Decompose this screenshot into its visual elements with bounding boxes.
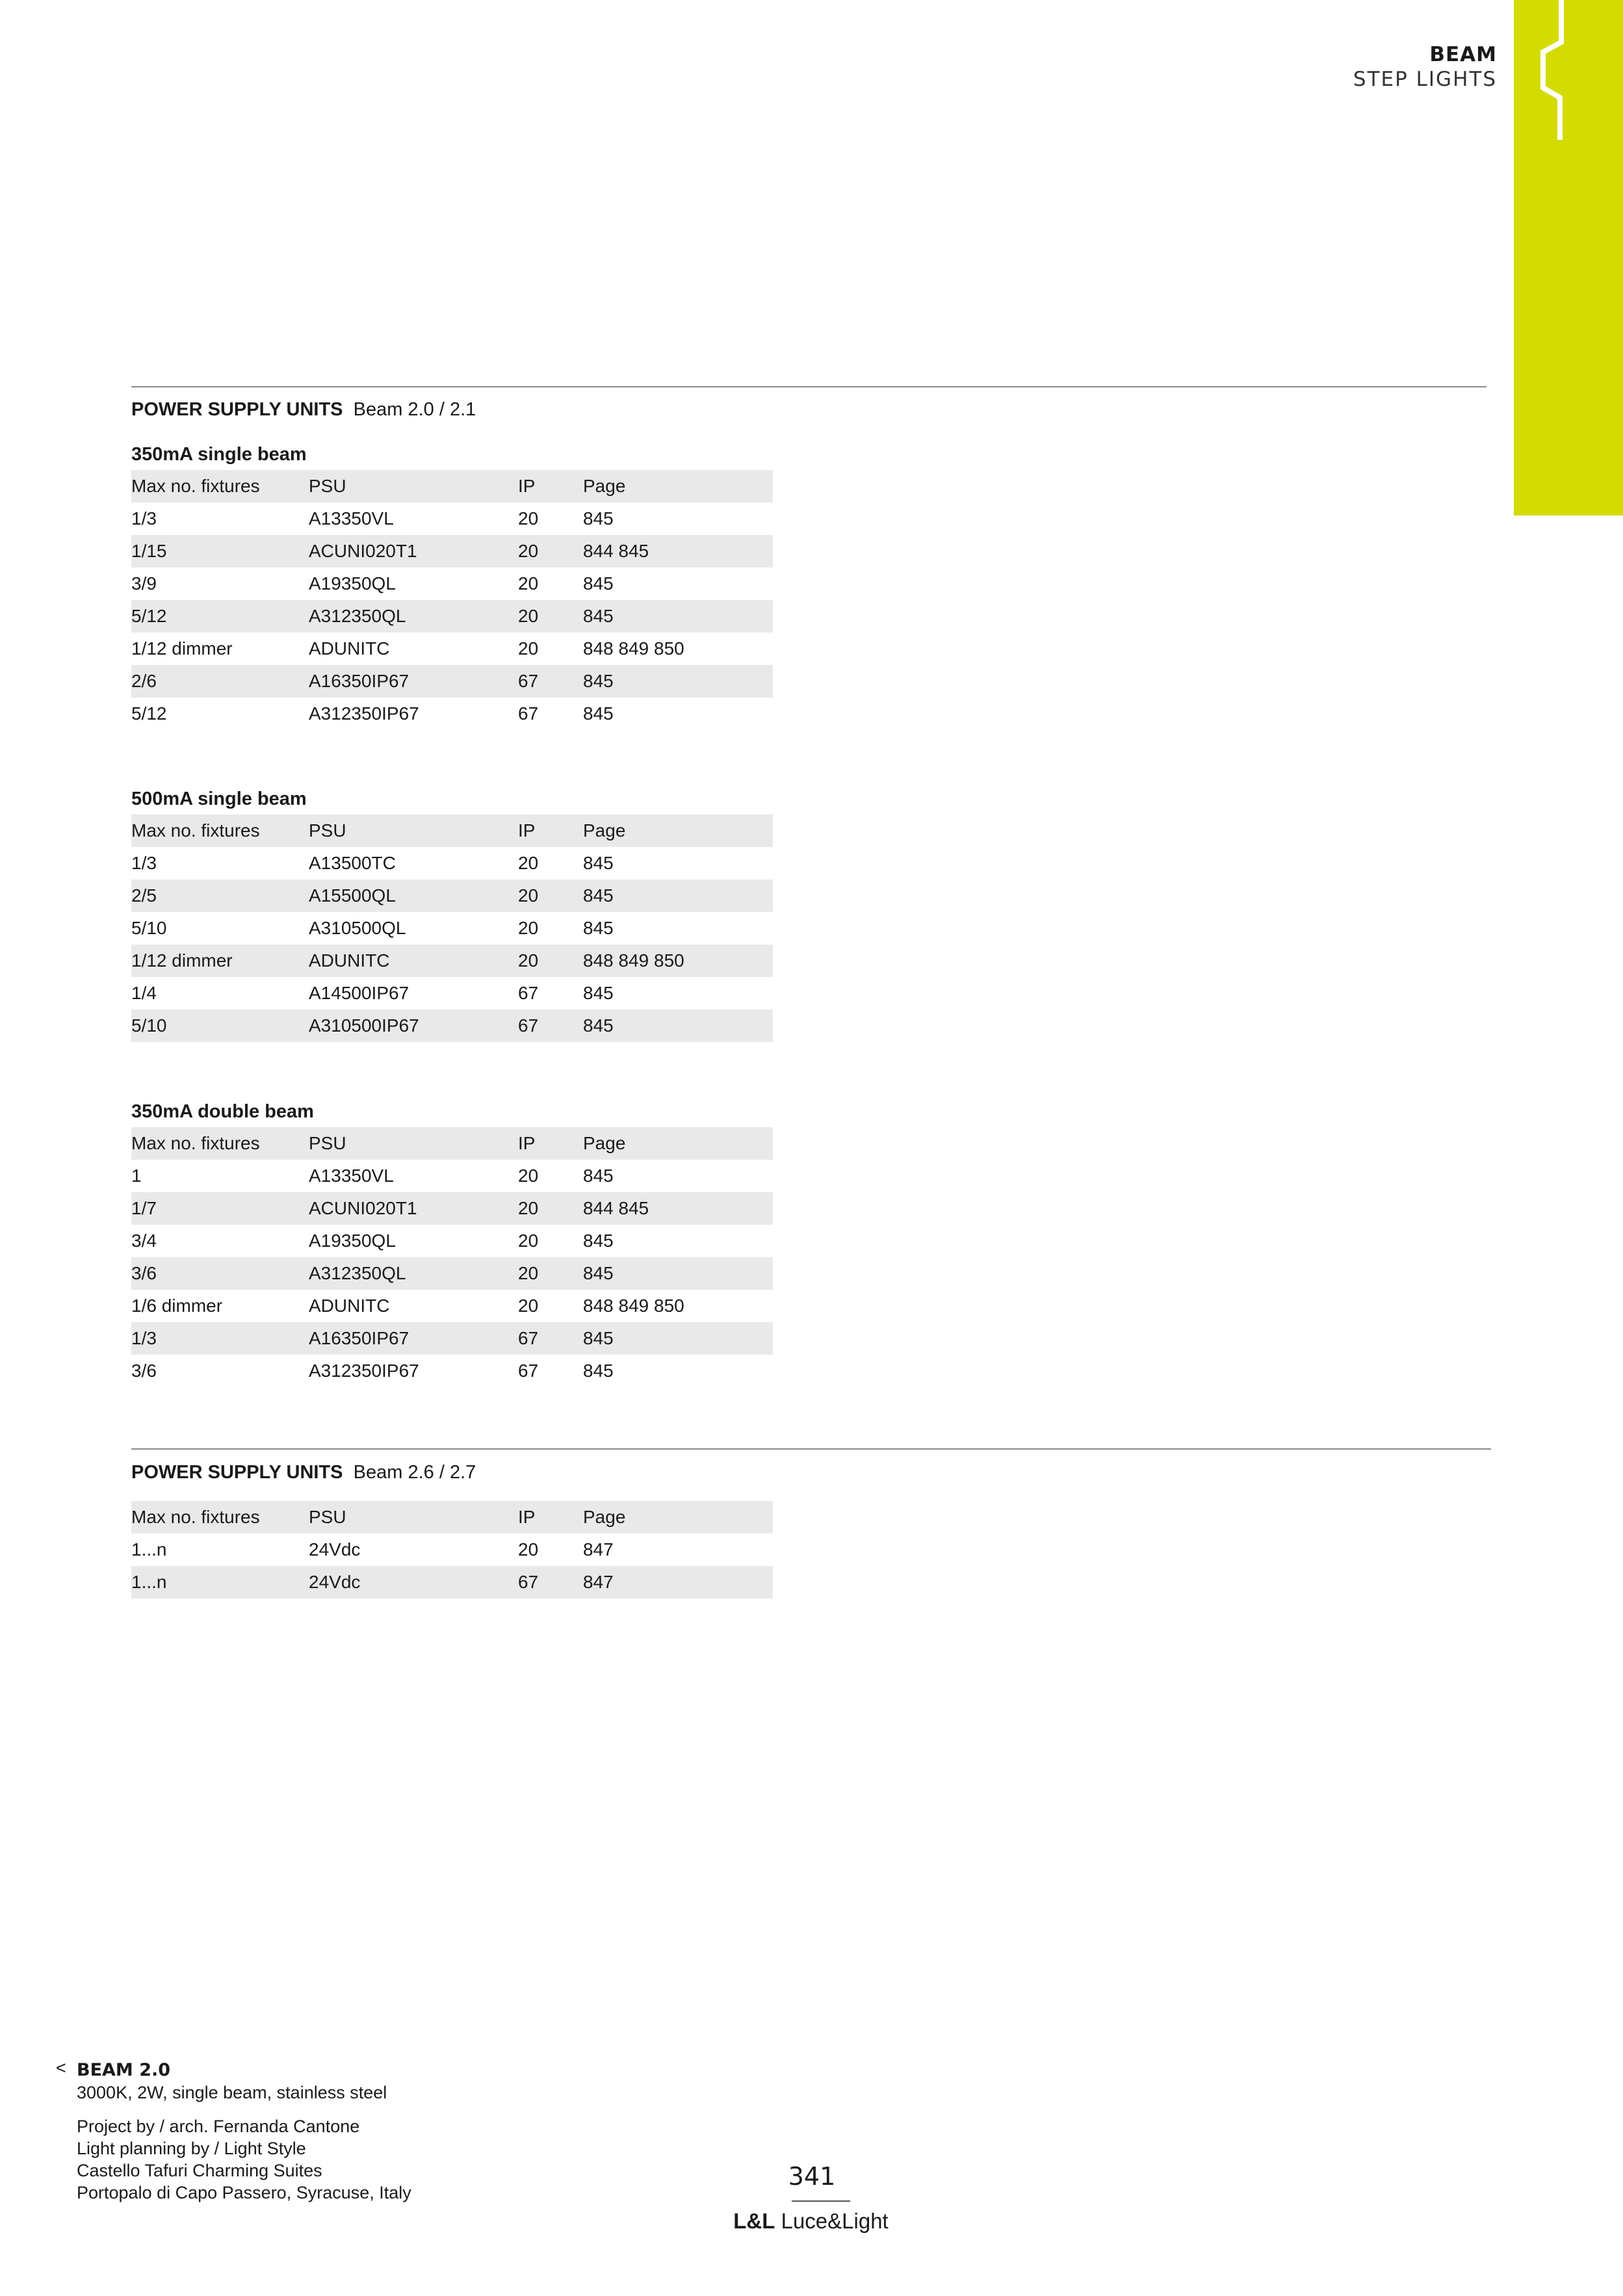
table-row (131, 977, 773, 1010)
cell: A312350QL (309, 606, 406, 626)
table-row (131, 912, 773, 945)
page-number-rule (792, 2200, 850, 2202)
col-header: Page (583, 820, 626, 841)
cell: 3/6 (131, 1361, 157, 1381)
cell: A13350VL (309, 1166, 394, 1186)
group-title: 350mA double beam (131, 1101, 314, 1122)
col-header: Max no. fixtures (131, 1507, 260, 1527)
psu-table (131, 470, 773, 730)
table-row (131, 567, 773, 600)
cell: 3/6 (131, 1263, 157, 1283)
cell: A19350QL (309, 573, 396, 594)
cell: 24Vdc (309, 1572, 361, 1592)
cell: 845 (583, 1361, 614, 1381)
cell: 847 (583, 1572, 614, 1592)
col-header: PSU (309, 1133, 346, 1153)
cell: 67 (518, 1572, 539, 1592)
col-header: Page (583, 1507, 626, 1527)
cell: 67 (518, 1328, 539, 1348)
cell: 1/3 (131, 508, 157, 528)
cell: 845 (583, 508, 614, 528)
cell: ACUNI020T1 (309, 1198, 417, 1218)
table-row (131, 698, 773, 730)
cell: 5/10 (131, 1015, 167, 1036)
cell: 845 (583, 606, 614, 626)
cell: 845 (583, 983, 614, 1003)
group-title: 500mA single beam (131, 789, 307, 809)
table-row (131, 847, 773, 880)
section-title-rest: Beam 2.6 / 2.7 (353, 1462, 476, 1483)
cell: A310500QL (309, 918, 406, 938)
divider (131, 1448, 1491, 1450)
cell: 1/3 (131, 853, 157, 873)
cell: 3/4 (131, 1231, 157, 1251)
cell: 20 (518, 573, 539, 594)
cell: 20 (518, 885, 539, 906)
section-title-bold: POWER SUPPLY UNITS (131, 1462, 343, 1483)
cell: 20 (518, 950, 539, 971)
cell: 1/6 dimmer (131, 1296, 223, 1316)
cell: 2/5 (131, 885, 157, 906)
cell: 847 (583, 1539, 614, 1559)
cell: 1/4 (131, 983, 157, 1003)
caption-credit: Portopalo di Capo Passero, Syracuse, Italy (77, 2183, 411, 2202)
brand-rest: Luce&Light (781, 2209, 889, 2233)
cell: 20 (518, 606, 539, 626)
cell: 845 (583, 703, 614, 724)
cell: A19350QL (309, 1231, 396, 1251)
cell: 5/12 (131, 703, 167, 724)
cell: 1/12 dimmer (131, 638, 233, 659)
table-header-row (131, 1127, 773, 1160)
cell: 20 (518, 1166, 539, 1186)
cell: A312350IP67 (309, 703, 419, 724)
table-row (131, 1355, 773, 1387)
cell: 20 (518, 918, 539, 938)
caption-title: BEAM 2.0 (77, 2060, 171, 2080)
cell: A16350IP67 (309, 1328, 409, 1348)
col-header: Max no. fixtures (131, 476, 260, 496)
cell: 20 (518, 1263, 539, 1283)
cell: 845 (583, 1015, 614, 1036)
table-header-row (131, 470, 773, 502)
cell: 844 845 (583, 541, 649, 561)
psu-table (131, 1501, 773, 1598)
page-number: 341 (788, 2162, 836, 2191)
cell: 1/12 dimmer (131, 950, 233, 971)
table-row (131, 1257, 773, 1290)
cell: 20 (518, 1296, 539, 1316)
cell: 20 (518, 1231, 539, 1251)
cell: 845 (583, 671, 614, 691)
cell: 1...n (131, 1572, 167, 1592)
col-header: Page (583, 1133, 626, 1153)
cell: 1/7 (131, 1198, 157, 1218)
cell: 845 (583, 1328, 614, 1348)
cell: 845 (583, 885, 614, 906)
col-header: PSU (309, 820, 346, 841)
cell: ADUNITC (309, 638, 390, 659)
cell: A13350VL (309, 508, 394, 528)
cell: A15500QL (309, 885, 396, 906)
col-header: Page (583, 476, 626, 496)
divider (131, 386, 1487, 387)
cell: 1/15 (131, 541, 167, 561)
cell: 20 (518, 1539, 539, 1559)
header-subtitle: STEP LIGHTS (1353, 68, 1497, 91)
table-row (131, 1192, 773, 1225)
cell: 1 (131, 1166, 142, 1186)
cell: 20 (518, 541, 539, 561)
table-row (131, 600, 773, 633)
group-title: 350mA single beam (131, 444, 307, 465)
table-row (131, 1010, 773, 1042)
caption-credit: Project by / arch. Fernanda Cantone (77, 2117, 360, 2136)
cell: 1...n (131, 1539, 167, 1559)
section-title-bold: POWER SUPPLY UNITS (131, 399, 343, 420)
cell: 20 (518, 853, 539, 873)
cell: 20 (518, 638, 539, 659)
table-row (131, 535, 773, 567)
cell: 844 845 (583, 1198, 649, 1218)
col-header: Max no. fixtures (131, 820, 260, 841)
cell: 845 (583, 1166, 614, 1186)
cell: A310500IP67 (309, 1015, 419, 1036)
col-header: IP (518, 1507, 536, 1527)
cell: 67 (518, 1015, 539, 1036)
cell: 20 (518, 508, 539, 528)
cell: A14500IP67 (309, 983, 409, 1003)
table-header-row (131, 815, 773, 847)
caption-line: 3000K, 2W, single beam, stainless steel (77, 2083, 387, 2102)
table-row (131, 945, 773, 977)
cell: 848 849 850 (583, 1296, 684, 1316)
brand-bold: L&L (733, 2209, 775, 2233)
cell: 67 (518, 703, 539, 724)
cell: 845 (583, 1263, 614, 1283)
cell: ACUNI020T1 (309, 541, 417, 561)
cell: A16350IP67 (309, 671, 409, 691)
cell: 24Vdc (309, 1539, 361, 1559)
section-title-rest: Beam 2.0 / 2.1 (353, 399, 476, 420)
table-row (131, 880, 773, 912)
cell: 5/10 (131, 918, 167, 938)
brand-logo (669, 2209, 952, 2234)
table-row (131, 1290, 773, 1322)
col-header: IP (518, 1133, 536, 1153)
table-row (131, 502, 773, 535)
cell: A312350QL (309, 1263, 406, 1283)
cell: 67 (518, 983, 539, 1003)
col-header: PSU (309, 1507, 346, 1527)
cell: 845 (583, 853, 614, 873)
col-header: IP (518, 820, 536, 841)
chevron-left-icon: < (56, 2058, 66, 2078)
cell: 848 849 850 (583, 638, 684, 659)
cell: 845 (583, 918, 614, 938)
cell: 5/12 (131, 606, 167, 626)
caption-credit: Light planning by / Light Style (77, 2139, 306, 2158)
col-header: IP (518, 476, 536, 496)
cell: 848 849 850 (583, 950, 684, 971)
table-header-row (131, 1501, 773, 1533)
section-title (131, 399, 476, 421)
table-row (131, 1533, 773, 1566)
psu-table (131, 1127, 773, 1387)
table-row (131, 1566, 773, 1598)
table-row (131, 1225, 773, 1257)
section-title (131, 1462, 476, 1483)
psu-table (131, 815, 773, 1042)
table-row (131, 1160, 773, 1192)
caption-credit: Castello Tafuri Charming Suites (77, 2161, 322, 2180)
cell: 3/9 (131, 573, 157, 594)
header-title: BEAM (1429, 43, 1497, 66)
table-row (131, 665, 773, 698)
cell: ADUNITC (309, 950, 390, 971)
cell: 845 (583, 573, 614, 594)
cell: ADUNITC (309, 1296, 390, 1316)
table-row (131, 633, 773, 665)
cell: 20 (518, 1198, 539, 1218)
cell: 2/6 (131, 671, 157, 691)
cell: 67 (518, 671, 539, 691)
cell: 845 (583, 1231, 614, 1251)
col-header: PSU (309, 476, 346, 496)
cell: 1/3 (131, 1328, 157, 1348)
cell: 67 (518, 1361, 539, 1381)
photo-caption (56, 2058, 411, 2204)
col-header: Max no. fixtures (131, 1133, 260, 1153)
cell: A13500TC (309, 853, 396, 873)
table-row (131, 1322, 773, 1355)
step-icon (1534, 0, 1573, 140)
cell: A312350IP67 (309, 1361, 419, 1381)
